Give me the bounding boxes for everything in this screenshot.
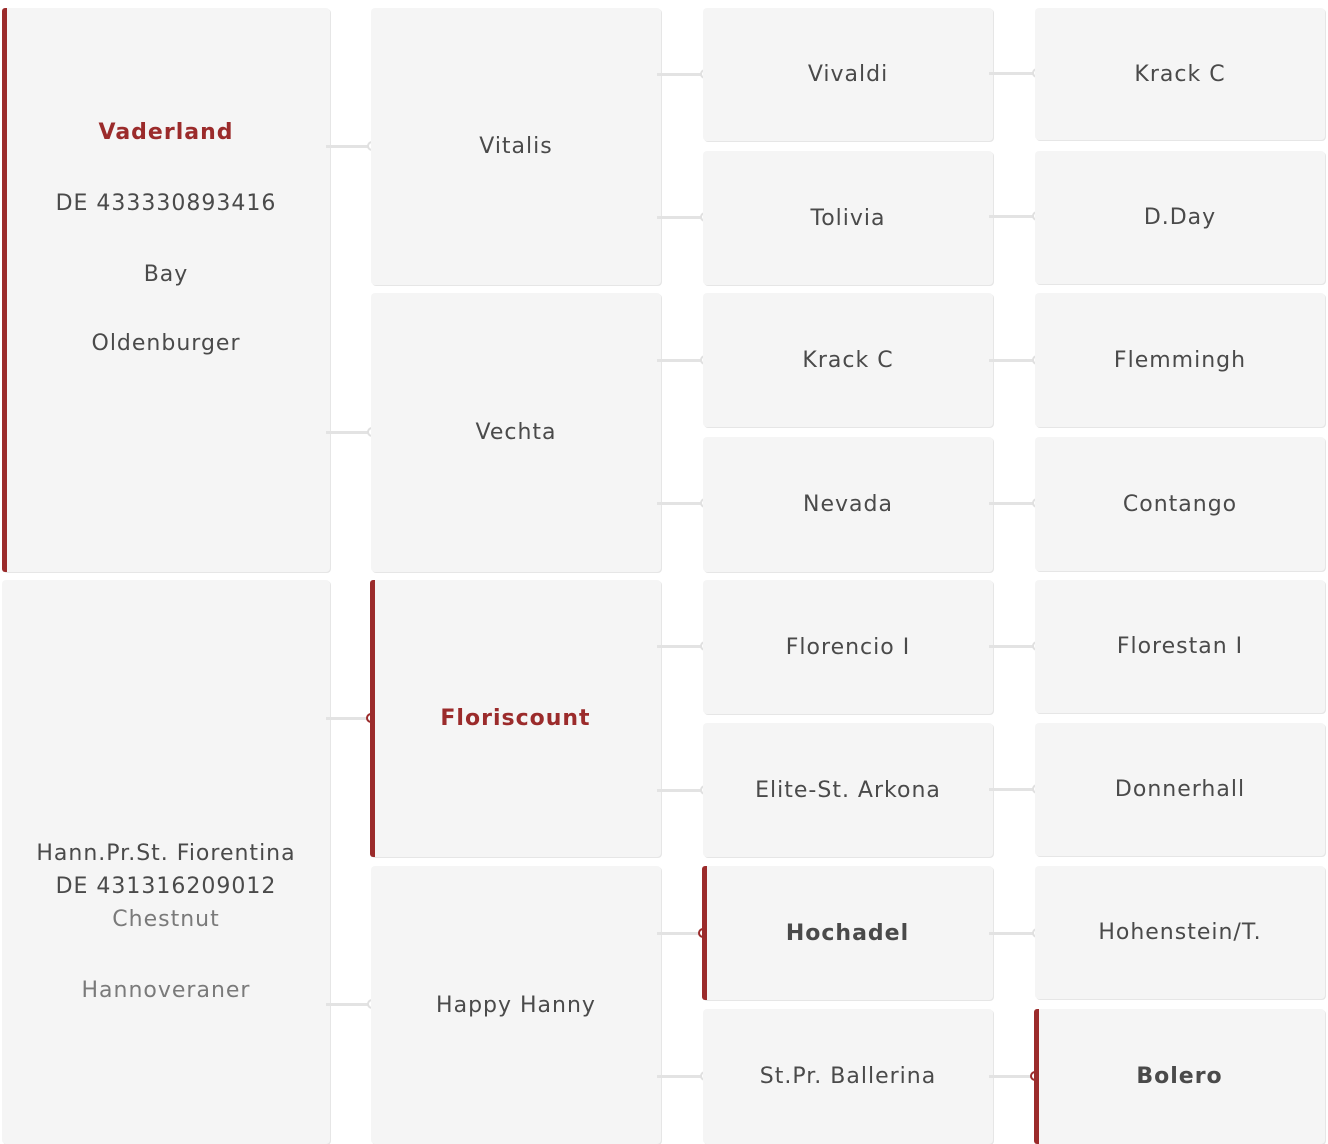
horse-name: Hochadel	[785, 920, 910, 946]
horse-name: Floriscount	[440, 706, 591, 731]
horse-name: Elite-St. Arkona	[755, 777, 941, 803]
connector	[989, 1075, 1034, 1078]
horse-name: Krack C	[802, 347, 894, 373]
horse-name: Hohenstein/T.	[1098, 920, 1262, 945]
sire-color: Bay	[143, 262, 189, 287]
dam-breed: Hannoveraner	[81, 978, 251, 1003]
pedigree-card-vitalis[interactable]	[371, 8, 661, 285]
pedigree-card-hohenstein[interactable]	[1035, 866, 1325, 999]
pedigree-card-flemmingh[interactable]	[1035, 293, 1325, 427]
connector	[989, 788, 1034, 791]
horse-name: Nevada	[803, 492, 893, 517]
horse-name: Vechta	[475, 420, 557, 445]
connector	[989, 72, 1034, 75]
connector	[989, 645, 1034, 648]
pedigree-card-donnerhall[interactable]	[1035, 723, 1325, 856]
horse-name: Vivaldi	[807, 62, 889, 87]
connector	[657, 359, 702, 362]
connector	[657, 502, 702, 505]
horse-name: Happy Hanny	[436, 992, 596, 1018]
pedigree-card-florestan-i[interactable]	[1035, 580, 1325, 713]
pedigree-card-krack-c[interactable]	[703, 293, 993, 427]
connector	[657, 789, 702, 792]
connector	[326, 431, 370, 434]
pedigree-card-vechta[interactable]	[371, 293, 661, 572]
connector	[657, 216, 702, 219]
horse-name: Krack C	[1134, 61, 1226, 87]
connector	[326, 145, 370, 148]
dam-color: Chestnut	[112, 907, 220, 932]
connector	[326, 1003, 370, 1006]
connector	[657, 1075, 702, 1078]
pedigree-card-florencio-i[interactable]	[703, 580, 993, 714]
pedigree-card-hochadel[interactable]	[702, 866, 993, 1000]
pedigree-card-happy-hanny[interactable]	[371, 866, 661, 1144]
pedigree-card-krack-c-gg[interactable]	[1035, 8, 1325, 140]
dam-card[interactable]	[2, 580, 330, 1144]
horse-name: St.Pr. Ballerina	[759, 1064, 937, 1089]
horse-name: Tolivia	[810, 205, 886, 231]
horse-name: Vitalis	[479, 134, 553, 159]
connector	[989, 502, 1034, 505]
horse-name: Florestan I	[1116, 634, 1244, 659]
sire-breed: Oldenburger	[91, 331, 241, 356]
connector	[657, 645, 702, 648]
pedigree-card-d-day[interactable]	[1035, 151, 1325, 284]
sire-name: Vaderland	[98, 120, 234, 145]
horse-name: Contango	[1122, 491, 1238, 517]
connector	[657, 932, 702, 935]
horse-name: Donnerhall	[1114, 777, 1246, 802]
pedigree-card-vivaldi[interactable]	[703, 8, 993, 141]
dam-reg: DE 431316209012	[55, 874, 277, 899]
horse-name: D.Day	[1143, 205, 1217, 230]
pedigree-card-elite-st-arkona[interactable]	[703, 723, 993, 857]
horse-name: Flemmingh	[1113, 347, 1247, 373]
sire-reg: DE 433330893416	[55, 191, 277, 216]
pedigree-card-bolero[interactable]	[1034, 1009, 1325, 1144]
connector	[326, 717, 370, 720]
pedigree-card-contango[interactable]	[1035, 437, 1325, 571]
horse-name: Bolero	[1136, 1064, 1223, 1089]
horse-name: Florencio I	[785, 634, 911, 660]
connector	[989, 932, 1034, 935]
connector	[657, 73, 702, 76]
pedigree-card-floriscount[interactable]	[370, 580, 661, 857]
pedigree-card-nevada[interactable]	[703, 437, 993, 572]
dam-name: Hann.Pr.St. Fiorentina	[36, 841, 296, 866]
pedigree-card-tolivia[interactable]	[703, 151, 993, 285]
connector	[989, 359, 1034, 362]
sire-card[interactable]	[2, 8, 330, 572]
connector	[989, 215, 1034, 218]
pedigree-card-st-pr-ballerina[interactable]	[703, 1009, 993, 1144]
